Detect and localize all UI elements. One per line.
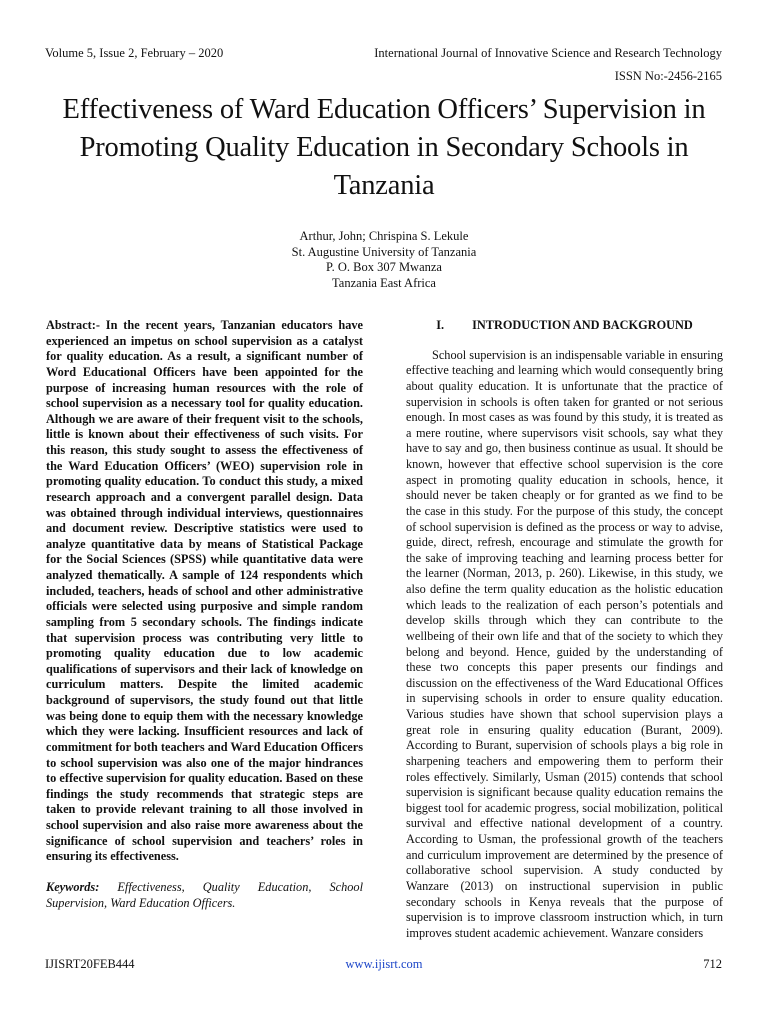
author-affiliation: St. Augustine University of Tanzania — [291, 244, 477, 259]
author-block — [0, 229, 768, 291]
header-volume: Volume 5, Issue 2, February – 2020 — [45, 46, 224, 60]
header-issn: ISSN No:-2456-2165 — [614, 69, 722, 83]
right-column — [406, 318, 723, 941]
paper-title: Effectiveness of Ward Education Officers’ Supervision in Promoting Quality Education in Secondary Schools in Tanzania — [62, 94, 706, 201]
author-address: P. O. Box 307 Mwanza — [326, 260, 442, 275]
abstract-text: Abstract:- In the recent years, Tanzanian educators have experienced an impetus on school supervision as a catalyst for quality education. As a result, a significant number of Word Educational Officers have been appointed for the purpose of increasing human resources with the role of school supervision as a necessary tool for quality education. Although we are aware of their frequent visit to the schools, little is known about their effectiveness of such visits. For this reason, this study sought to assess the effectiveness of the Ward Education Officers’ (WEO) supervision role in promoting quality education. To conduct this study, a mixed research approach and a convergent parallel design. Data was obtained through individual interviews, questionnaires and document review. Descriptive statistics were used to analyze quantitative data by means of Statistical Package for the Social Sciences (SPSS) while quantitative data were analyzed thematically. A sample of 124 respondents which included, teachers, heads of school and other administrative officials were selected using purposive and simple random sampling from 5 secondary schools. The findings indicate that supervision process was contributing very little to promoting quality education due to low academic qualifications of supervisors and their lack of knowledge on curriculum matters. Despite the limited academic background of supervisors, the study found out that little was being done to equip them with the necessary knowledge which they were lacking. Insufficient resources and lack of commitment for both teachers and Ward Education Officers to school supervision was also one of the major hindrances to effective supervision for quality education. Based on these findings the study recommends that strategic steps are taken to provide relevant training to all those involved in school supervision and also raise more awareness about the significance of school supervision and teachers’ roles in ensuring its effectiveness. — [46, 318, 363, 864]
footer-url-link[interactable]: www.ijisrt.com — [345, 957, 423, 971]
left-column — [46, 318, 363, 912]
keywords-label: Keywords: — [46, 880, 100, 895]
section-heading — [406, 318, 723, 334]
author-country: Tanzania East Africa — [332, 275, 436, 290]
footer-page-number: 712 — [703, 957, 722, 971]
header-journal: International Journal of Innovative Science and Research Technology — [374, 46, 722, 60]
section-number: I. — [436, 318, 445, 332]
author-names: Arthur, John; Chrispina S. Lekule — [299, 229, 469, 243]
footer-paper-id: IJISRT20FEB444 — [45, 957, 135, 971]
introduction-text: School supervision is an indispensable variable in ensuring effective teaching and learning which would consequently bring about quality education. It is unfortunate that the practice of supervision in schools is often taken for granted or not serious enough. In most cases as was found by this study, it is treated as a mere routine, where supervisors visit schools, say what they have to say and go, then business continue as usual. It should be known, however that effective school supervision is the core aspect in promoting quality education in schools, hence, it should never be taken cheaply or for granted as we find to be the case in this study. For the purpose of this study, the concept of school supervision is defined as the process or way to advise, guide, direct, refresh, encourage and stimulate the growth for the sake of improving teaching and learning process better for the learner (Norman, 2013, p. 260). Likewise, in this study, we also define the term quality education as the holistic education which leads to the realization of each person’s potentials and develop skills through which they can contribute to the wellbeing of their own life and that of the society to which they belong and beyond. Hence, guided by the understanding of these two concepts this paper presents our findings and discussion on the effectiveness of the Ward Educational Offices in supervising schools in order to ensure quality education. Various studies have shown that school supervision plays a great role in ensuring quality education (Burant, 2009). According to Burant, supervision of schools plays a big role in sharpening teachers and empowering them to perform their roles effectively. Similarly, Usman (2015) contends that school supervision is significant because quality education remains the biggest tool for academic progress, social mobilization, political survival and effective national development of a country. According to Usman, the professional growth of the teachers and curriculum improvement are determined by the presence of collaborative school supervision. A study conducted by Wanzare (2013) on instructional supervision in public secondary schools in Kenya reveals that the purpose of supervision is to improve classroom instruction which, in turn improves student academic achievement. Wanzare considers — [406, 347, 723, 940]
keywords — [46, 880, 363, 911]
keywords-list: Effectiveness, Quality Education, School Supervision, Ward Education Officers. — [46, 880, 363, 911]
section-title: INTRODUCTION AND BACKGROUND — [472, 318, 693, 332]
